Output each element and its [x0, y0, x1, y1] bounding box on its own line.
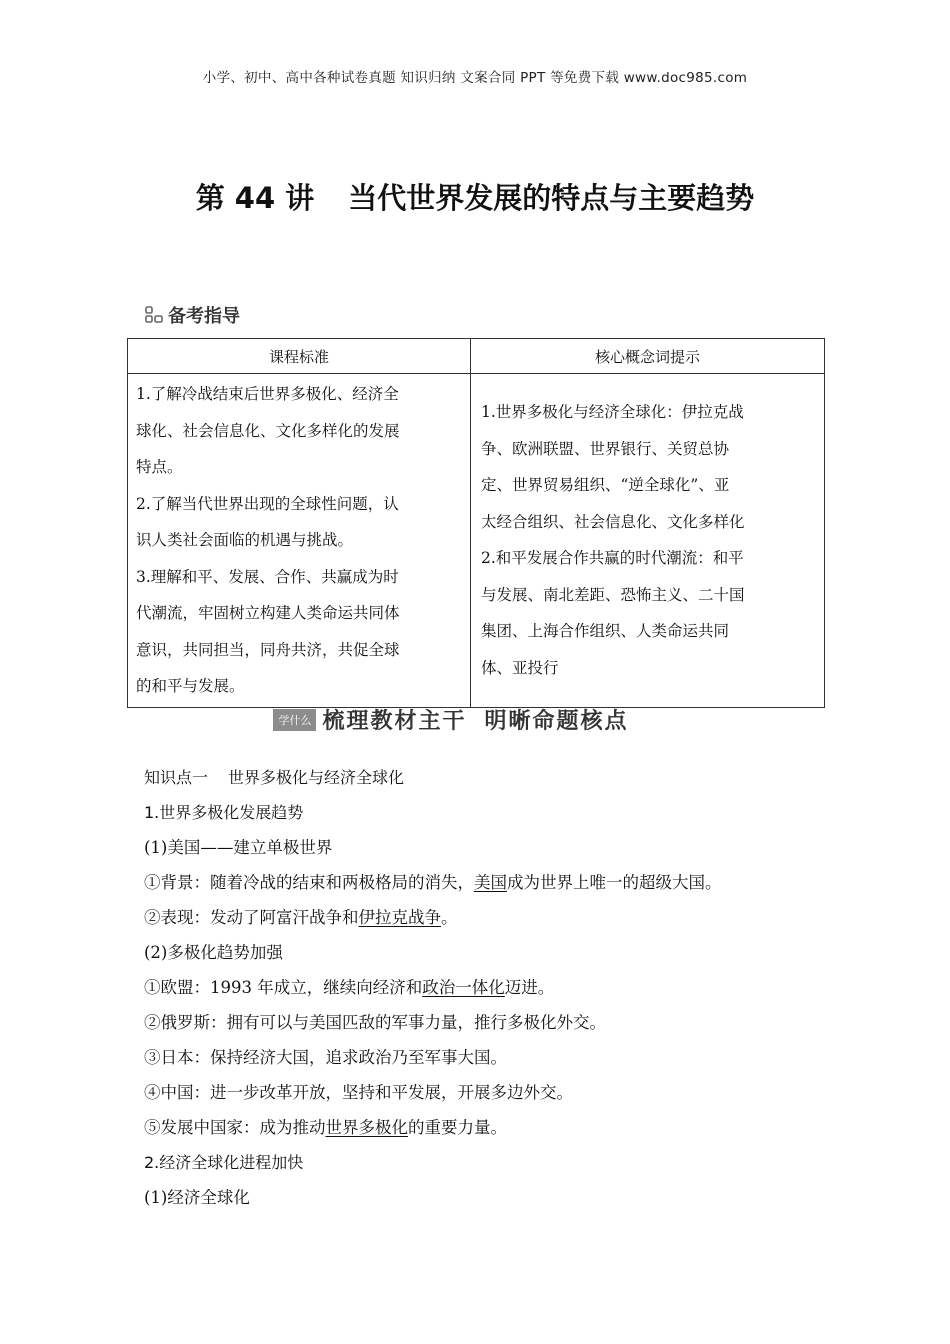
concepts-line: 1.世界多极化与经济全球化：伊拉克战: [481, 403, 744, 422]
section-banner: [0, 704, 950, 735]
kp-title: 世界多极化与经济全球化: [228, 768, 405, 787]
content-body: [144, 760, 844, 1215]
content-line: ②俄罗斯：拥有可以与美国匹敌的军事力量，推行多极化外交。: [144, 1013, 606, 1032]
knowledge-point-heading: [144, 760, 844, 795]
section-heading-2: 2.经济全球化进程加快: [144, 1153, 304, 1172]
underlined-keyword: 政治一体化: [422, 978, 505, 997]
content-line: [144, 970, 844, 1005]
text: 成为世界上唯一的超级大国。: [507, 873, 722, 892]
banner-tag: 学什么: [273, 709, 316, 731]
standards-cell: [128, 374, 471, 708]
content-line: [144, 1110, 844, 1145]
banner-title: [322, 704, 628, 735]
standards-line: 2.了解当代世界出现的全球性问题，认: [136, 494, 399, 513]
banner-part2: 明晰命题核点: [484, 709, 629, 734]
content-line: ③日本：保持经济大国，追求政治乃至军事大国。: [144, 1048, 507, 1067]
underlined-keyword: 伊拉克战争: [358, 908, 441, 927]
concepts-line: 集团、上海合作组织、人类命运共同: [481, 622, 730, 641]
subsection-heading: (1)美国——建立单极世界: [144, 838, 333, 857]
concepts-cell: [471, 374, 825, 708]
standards-line: 的和平与发展。: [136, 677, 245, 695]
table-header-standard: 课程标准: [128, 339, 471, 374]
text: ⑤发展中国家：成为推动: [144, 1118, 326, 1137]
standards-line: 1.了解冷战结束后世界多极化、经济全: [136, 385, 399, 403]
concepts-line: 定、世界贸易组织、“逆全球化”、亚: [481, 476, 730, 495]
table-header-concepts: 核心概念词提示: [471, 339, 825, 374]
concepts-line: 争、欧洲联盟、世界银行、关贸总协: [481, 439, 730, 458]
subsection-heading: (2)多极化趋势加强: [144, 943, 283, 962]
concepts-line: 与发展、南北差距、恐怖主义、二十国: [481, 585, 745, 604]
standards-line: 意识，共同担当，同舟共济，共促全球: [136, 640, 400, 659]
lecture-number: 第 44 讲: [195, 181, 315, 215]
text: ①背景：随着冷战的结束和两极格局的消失，: [144, 873, 474, 892]
content-line: ④中国：进一步改革开放，坚持和平发展，开展多边外交。: [144, 1083, 573, 1102]
text: ①欧盟：1993 年成立，继续向经济和: [144, 978, 423, 997]
table-header-row: [128, 339, 825, 374]
standards-line: 球化、社会信息化、文化多样化的发展: [136, 421, 400, 440]
lecture-topic: 当代世界发展的特点与主要趋势: [348, 181, 755, 215]
standards-line: 3.理解和平、发展、合作、共赢成为时: [136, 567, 399, 586]
standards-table: [127, 338, 825, 708]
text: 的重要力量。: [408, 1118, 507, 1137]
standards-line: 识人类社会面临的机遇与挑战。: [136, 531, 354, 549]
table-row: [128, 374, 825, 708]
text: 迈进。: [504, 978, 555, 997]
underlined-keyword: 美国: [474, 873, 507, 892]
guide-icon: [144, 305, 164, 325]
banner-part1: 梳理教材主干: [322, 709, 467, 734]
concepts-line: 2.和平发展合作共赢的时代潮流：和平: [481, 549, 744, 568]
text: 。: [441, 908, 458, 927]
content-line: [144, 900, 844, 935]
kp-number: 知识点一: [144, 768, 209, 787]
guide-heading: [144, 302, 240, 328]
standards-line: 代潮流，牢固树立构建人类命运共同体: [136, 604, 400, 622]
page-title: [0, 176, 950, 217]
concepts-line: 体、亚投行: [481, 658, 559, 677]
underlined-keyword: 世界多极化: [325, 1118, 408, 1137]
section-heading-1: 1.世界多极化发展趋势: [144, 803, 304, 822]
content-line: [144, 865, 844, 900]
concepts-line: 太经合组织、社会信息化、文化多样化: [481, 512, 745, 531]
guide-label: 备考指导: [168, 306, 240, 327]
standards-line: 特点。: [136, 458, 183, 476]
subsection-heading: (1)经济全球化: [144, 1188, 250, 1207]
page-header: 小学、初中、高中各种试卷真题 知识归纳 文案合同 PPT 等免费下载 www.doc985.com: [202, 70, 748, 86]
text: ②表现：发动了阿富汗战争和: [144, 908, 359, 927]
